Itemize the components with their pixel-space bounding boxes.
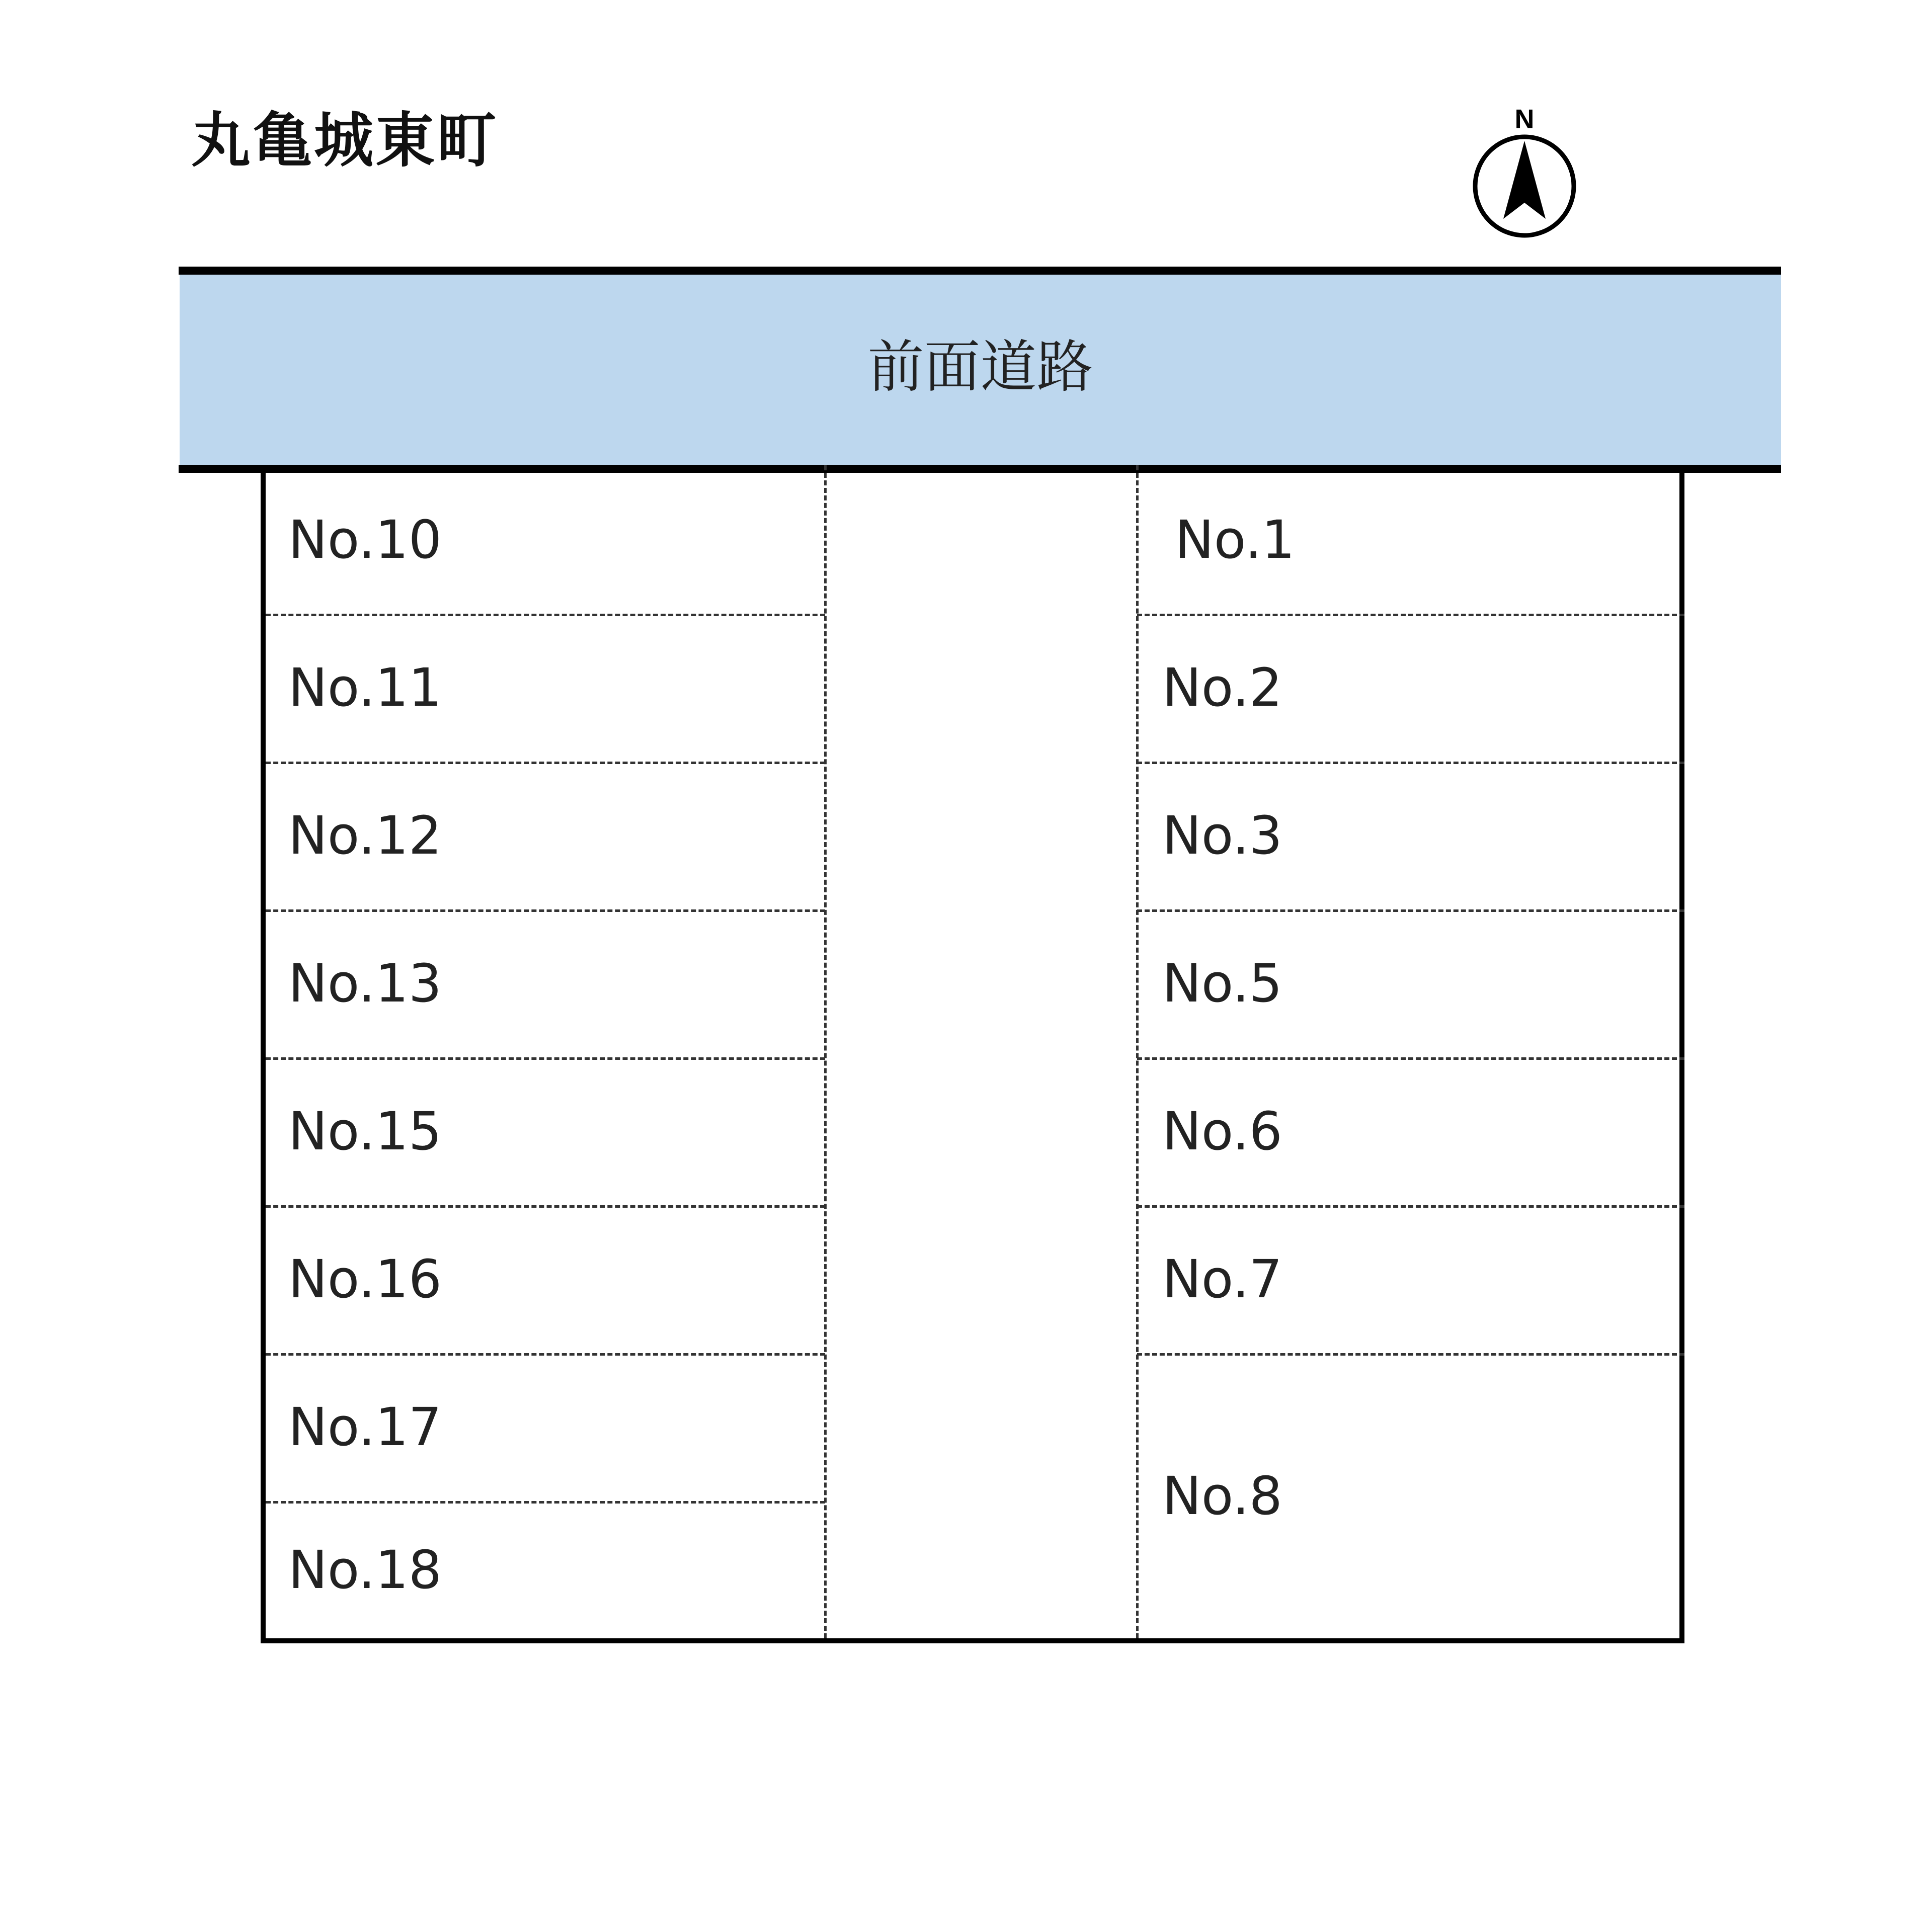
page-title: 丸亀城東町 [191, 106, 499, 175]
road-top-edge [179, 267, 1781, 275]
lot-label: No.5 [1162, 953, 1282, 1014]
lot-no3 [1137, 762, 1684, 909]
lot-label: No.10 [288, 509, 442, 570]
lot-no8 [1137, 1353, 1684, 1638]
lot-no18 [266, 1501, 824, 1638]
lot-no5 [1137, 909, 1684, 1057]
lot-no16 [266, 1205, 824, 1353]
lot-label: No.3 [1162, 805, 1282, 866]
lot-label: No.7 [1162, 1248, 1282, 1310]
lot-label: No.12 [288, 805, 442, 866]
lot-label: No.11 [288, 657, 442, 718]
lot-label: No.18 [288, 1539, 442, 1601]
lot-label: No.16 [288, 1248, 442, 1310]
lot-no17 [266, 1353, 824, 1501]
lot-label: No.1 [1175, 509, 1295, 570]
lot-label: No.8 [1162, 1465, 1282, 1527]
north-arrow-icon [1469, 103, 1580, 244]
lot-label: No.15 [288, 1101, 442, 1162]
lot-no10 [266, 465, 824, 614]
lot-no7 [1137, 1205, 1684, 1353]
lot-no15 [266, 1057, 824, 1205]
north-label: N [1514, 104, 1535, 134]
lot-label: No.17 [288, 1396, 442, 1458]
lot-label: No.2 [1162, 657, 1282, 718]
lot-no13 [266, 909, 824, 1057]
lot-no6 [1137, 1057, 1684, 1205]
lot-no11 [266, 614, 824, 762]
front-road [180, 275, 1781, 465]
lot-label: No.6 [1162, 1101, 1282, 1162]
lot-no12 [266, 762, 824, 909]
left-lots-boundary [824, 465, 827, 1638]
lot-label: No.13 [288, 953, 442, 1014]
lot-plan [261, 465, 1684, 1643]
lot-no2 [1137, 614, 1684, 762]
lot-no1 [1137, 465, 1684, 614]
road-label: 前面道路 [867, 335, 1093, 400]
